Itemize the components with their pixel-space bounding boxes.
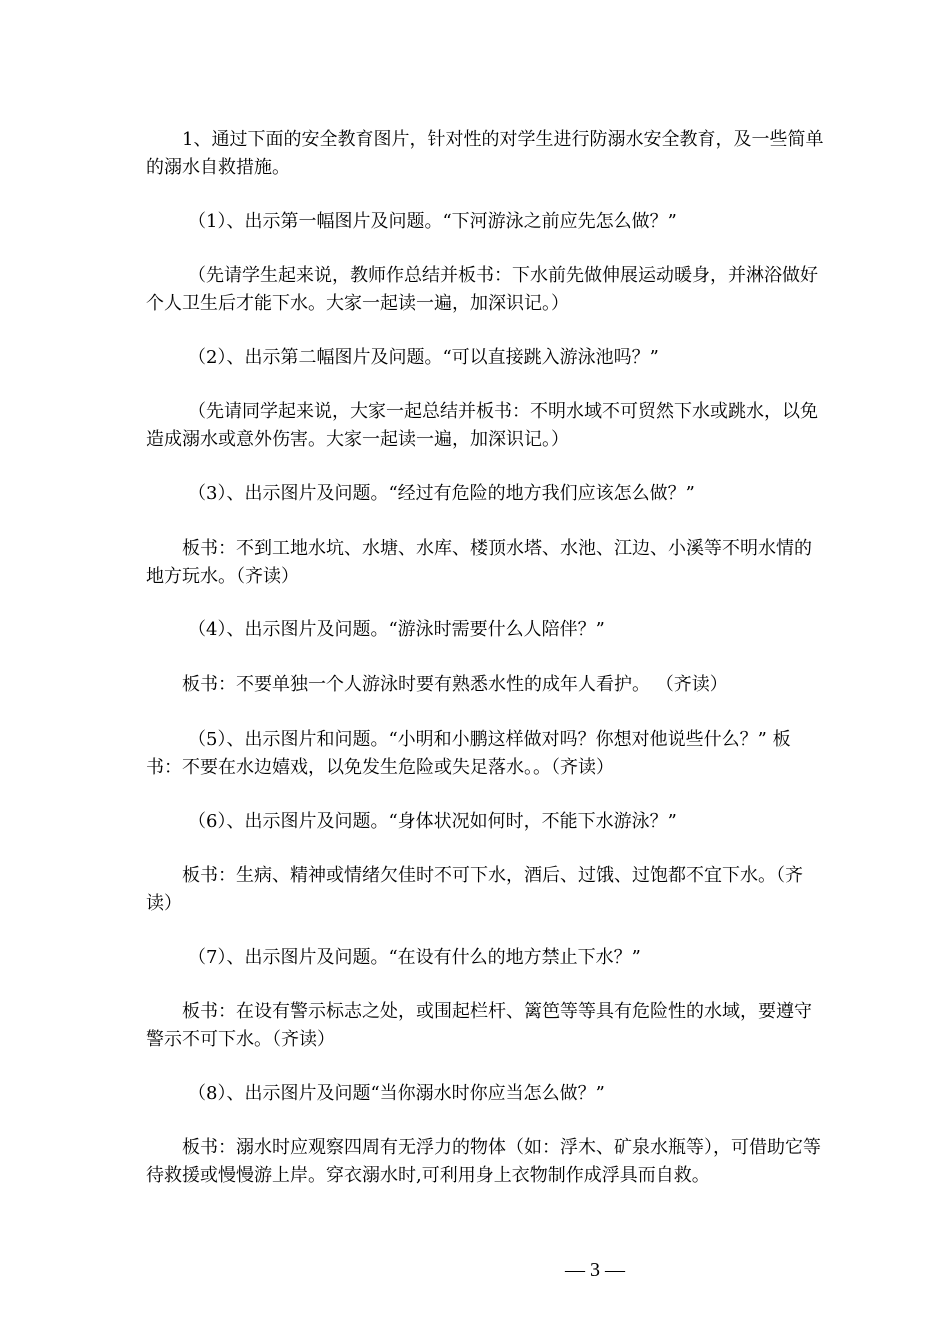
paragraph-question-3: （3）、出示图片及问题。“经过有危险的地方我们应该怎么做？”	[188, 483, 695, 504]
paragraph-answer-6: 板书：生病、精神或情绪欠佳时不可下水，酒后、过饿、过饱都不宜下水。（齐读）	[146, 865, 803, 914]
paragraph-question-2: （2）、出示第二幅图片及问题。“可以直接跳入游泳池吗？”	[188, 347, 659, 368]
paragraph-question-6: （6）、出示图片及问题。“身体状况如何时，不能下水游泳？”	[188, 811, 677, 832]
paragraph-question-8: （8）、出示图片及问题“当你溺水时你应当怎么做？”	[188, 1083, 605, 1104]
page-number: — 3 —	[565, 1259, 625, 1281]
paragraph-answer-8: 板书：溺水时应观察四周有无浮力的物体（如：浮木、矿泉水瓶等），可借助它等待救援或慢慢游上岸。穿衣溺水时,可利用身上衣物制作成浮具而自救。	[146, 1137, 821, 1186]
paragraph-answer-4: 板书：不要单独一个人游泳时要有熟悉水性的成年人看护。 （齐读）	[182, 674, 728, 695]
paragraph-answer-2: （先请同学起来说，大家一起总结并板书：不明水域不可贸然下水或跳水，以免造成溺水或意外伤害。大家一起读一遍，加深识记。）	[146, 401, 818, 450]
paragraph-intro: 1、通过下面的安全教育图片，针对性的对学生进行防溺水安全教育，及一些简单的溺水自救措施。	[146, 129, 824, 178]
paragraph-answer-7: 板书：在设有警示标志之处，或围起栏杆、篱笆等等具有危险性的水域，要遵守警示不可下水。（齐读）	[146, 1001, 812, 1050]
paragraph-answer-1: （先请学生起来说，教师作总结并板书：下水前先做伸展运动暖身，并淋浴做好个人卫生后才能下水。大家一起读一遍，加深识记。）	[146, 265, 818, 314]
paragraph-question-1: （1）、出示第一幅图片及问题。“下河游泳之前应先怎么做？”	[188, 211, 677, 232]
paragraph-question-5: （5）、出示图片和问题。“小明和小鹏这样做对吗？你想对他说些什么？” 板书：不要在水边嬉戏，以免发生危险或失足落水。。（齐读）	[146, 729, 791, 778]
paragraph-question-4: （4）、出示图片及问题。“游泳时需要什么人陪伴？”	[188, 619, 605, 640]
paragraph-question-7: （7）、出示图片及问题。“在设有什么的地方禁止下水？”	[188, 947, 641, 968]
paragraph-answer-3: 板书：不到工地水坑、水塘、水库、楼顶水塔、水池、江边、小溪等不明水情的地方玩水。（齐读）	[146, 538, 812, 587]
